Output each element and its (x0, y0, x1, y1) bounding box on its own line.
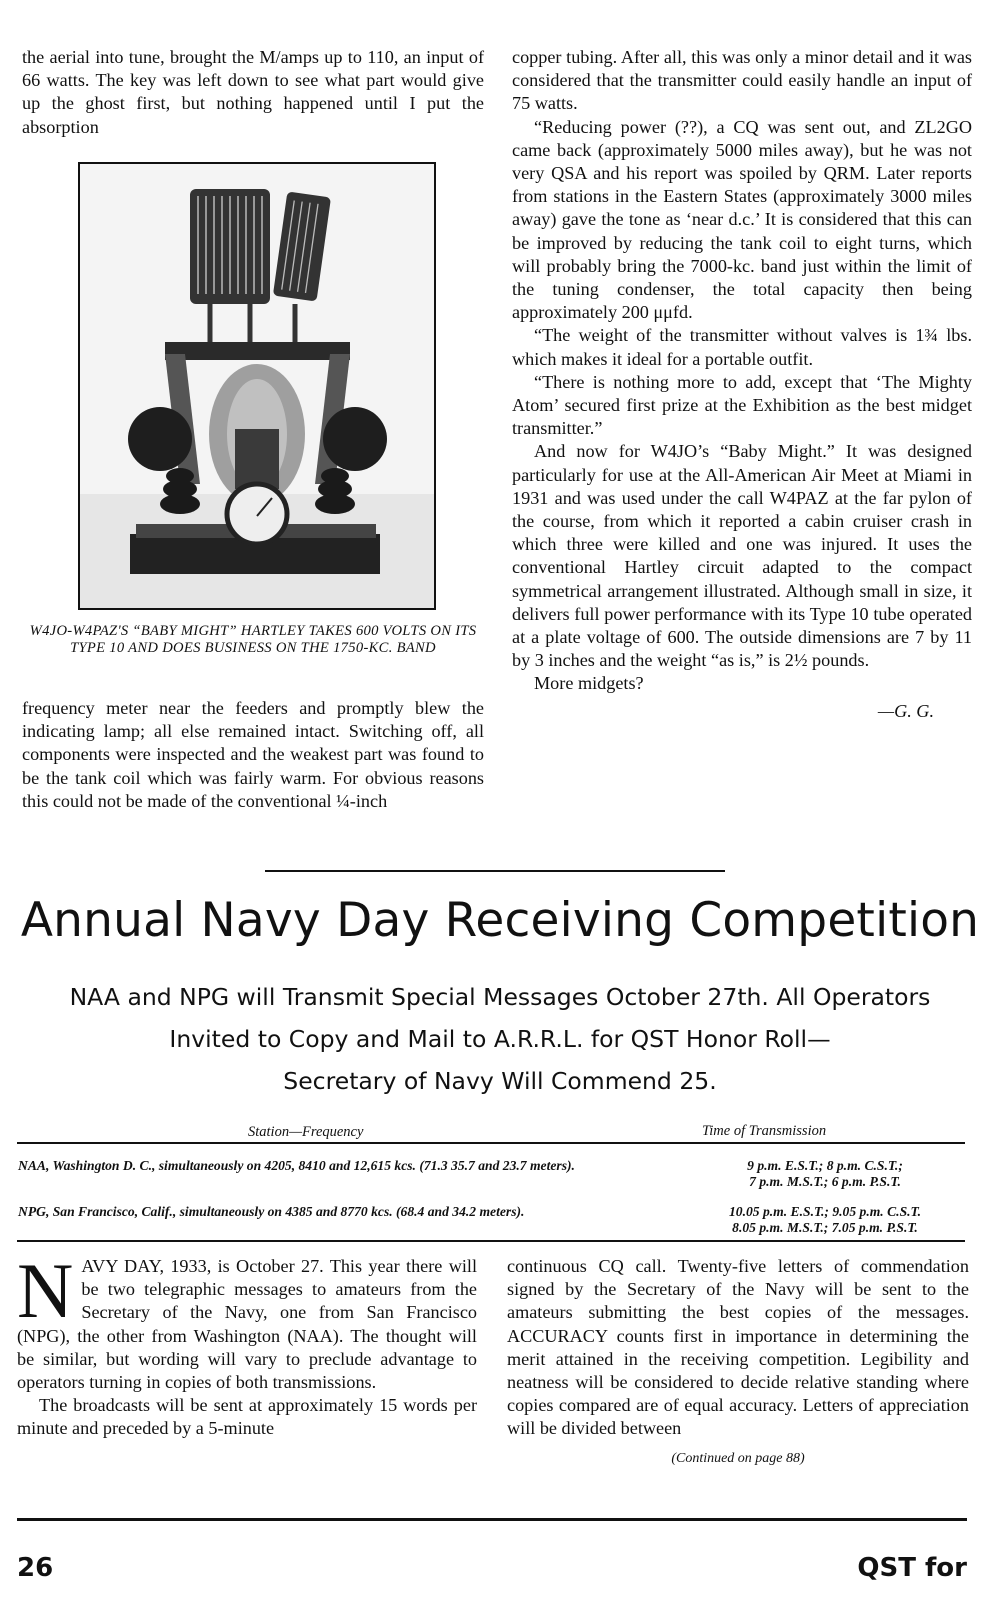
subtitle-line: NAA and NPG will Transmit Special Messages October 27th. All Operators (69, 983, 931, 1011)
schedule-row-station: NAA, Washington D. C., simultaneously on 4205, 8410 and 12,615 kcs. (71.3 35.7 and 23.7 meters). (18, 1158, 575, 1173)
paragraph: copper tubing. After all, this was only a minor detail and it was considered that the transmitter could easily handle an input of 75 watts. (512, 47, 972, 114)
feature-subtitle (0, 976, 1000, 1102)
paragraph: “There is nothing more to add, except that ‘The Mighty Atom’ secured first prize at the Exhibition as the best midget transmitter.” (512, 371, 972, 439)
paragraph-before-photo: the aerial into tune, brought the M/amps up to 110, an input of 66 watts. The key was left down to see what part would give up the ghost first, but nothing happened until I put the absorption (22, 47, 484, 137)
time-line: 10.05 p.m. E.S.T.; 9.05 p.m. C.S.T. (729, 1204, 921, 1219)
feature-title: Annual Navy Day Receiving Competition (20, 893, 980, 948)
schedule-bottom-rule (17, 1240, 965, 1242)
time-line: 9 p.m. E.S.T.; 8 p.m. C.S.T.; (747, 1158, 903, 1173)
time-line: 8.05 p.m. M.S.T.; 7.05 p.m. P.S.T. (732, 1220, 918, 1235)
paragraph: More midgets? (534, 673, 644, 694)
author-signature: —G. G. (877, 700, 934, 721)
paragraph-after-photo: frequency meter near the feeders and promptly blew the indicating lamp; all else remained intact. Switching off, all components were inspected and the weakest part was found to be the tank coil which was fairly warm. For obvious reasons this could not be made of the conventional ¼-inch (22, 698, 484, 811)
bottom-left-column (17, 1247, 477, 1441)
subtitle-line: Secretary of Navy Will Commend 25. (283, 1067, 717, 1095)
baby-might-transmitter-illustration (80, 164, 434, 608)
time-line: 7 p.m. M.S.T.; 6 p.m. P.S.T. (749, 1174, 901, 1189)
schedule-header-rule (17, 1142, 965, 1144)
intro-paragraph (17, 1247, 477, 1394)
photo-caption: W4JO-W4PAZ'S “BABY MIGHT” HARTLEY TAKES 600 VOLTS ON ITS TYPE 10 AND DOES BUSINESS ON THE 1750-KC. BAND (29, 623, 477, 656)
magazine-name: QST for (857, 1553, 967, 1583)
top-left-column-continued (22, 697, 484, 813)
paragraph: The broadcasts will be sent at approximately 15 words per minute and preceded by a 5-minute (17, 1395, 477, 1439)
continued-note: (Continued on page 88) (671, 1450, 805, 1466)
schedule-header-time: Time of Transmission (702, 1123, 827, 1139)
paragraph: continuous CQ call. Twenty-five letters of commendation signed by the Secretary of the Navy will be sent to the amateurs submitting the best copies of the messages. ACCURACY counts first in importance in determining the merit attained in the receiving competition. Legibility and neatness will be considered to decide relative standing where copies compared are of equal accuracy. Letters of appreciation will be divided between (507, 1256, 969, 1439)
schedule-row-time (680, 1204, 970, 1236)
bottom-right-column (507, 1255, 969, 1470)
top-right-column (512, 46, 972, 723)
paragraph: “The weight of the transmitter without valves is 1¾ lbs. which makes it ideal for a portable outfit. (512, 325, 972, 369)
drop-cap: N (17, 1247, 74, 1334)
top-left-column (22, 46, 484, 139)
transmitter-photo (78, 162, 436, 610)
paragraph: And now for W4JO’s “Baby Might.” It was designed particularly for use at the All-American Air Meet at Miami in 1931 and was used under the call W4PAZ at the far pylon of the course, from which it reported a cabin cruiser crash in which three were killed and one was injured. It uses the conventional Hartley circuit adapted to the compact symmetrical arrangement illustrated. Although small in size, it delivers full power performance with its Type 10 tube operated at a plate voltage of 600. The outside dimensions are 7 by 11 by 3 inches and the weight “as is,” is 2½ pounds. (512, 441, 972, 671)
page-number: 26 (17, 1553, 54, 1583)
intro-text: AVY DAY, 1933, is October 27. This year there will be two telegraphic messages to amateurs from the Secretary of the Navy, one from San Francisco (NPG), the other from Washington (NAA). The thought will be similar, but wording will vary to preclude advantage to operators turning in copies of both transmissions. (17, 1256, 477, 1393)
paragraph: “Reducing power (??), a CQ was sent out, and ZL2GO came back (approximately 5000 miles away), but he was not very QSA and his report was spoiled by QRM. Later reports from stations in the Eastern States (approximately 3000 miles away) gave the tone as ‘near d.c.’ It is considered that this can be improved by reducing the tank coil to eight turns, which will probably bring the 7000-kc. band just within the limit of the tuning condenser, the total capacity then being approximately 200 μμfd. (512, 116, 972, 323)
schedule-row-station: NPG, San Francisco, Calif., simultaneously on 4385 and 8770 kcs. (68.4 and 34.2 meters). (18, 1204, 525, 1219)
subtitle-line: Invited to Copy and Mail to A.R.R.L. for QST Honor Roll— (169, 1025, 831, 1053)
section-divider (265, 870, 725, 872)
schedule-row-time (680, 1158, 970, 1190)
footer-rule (17, 1518, 967, 1521)
schedule-header-station: Station—Frequency (248, 1124, 364, 1140)
